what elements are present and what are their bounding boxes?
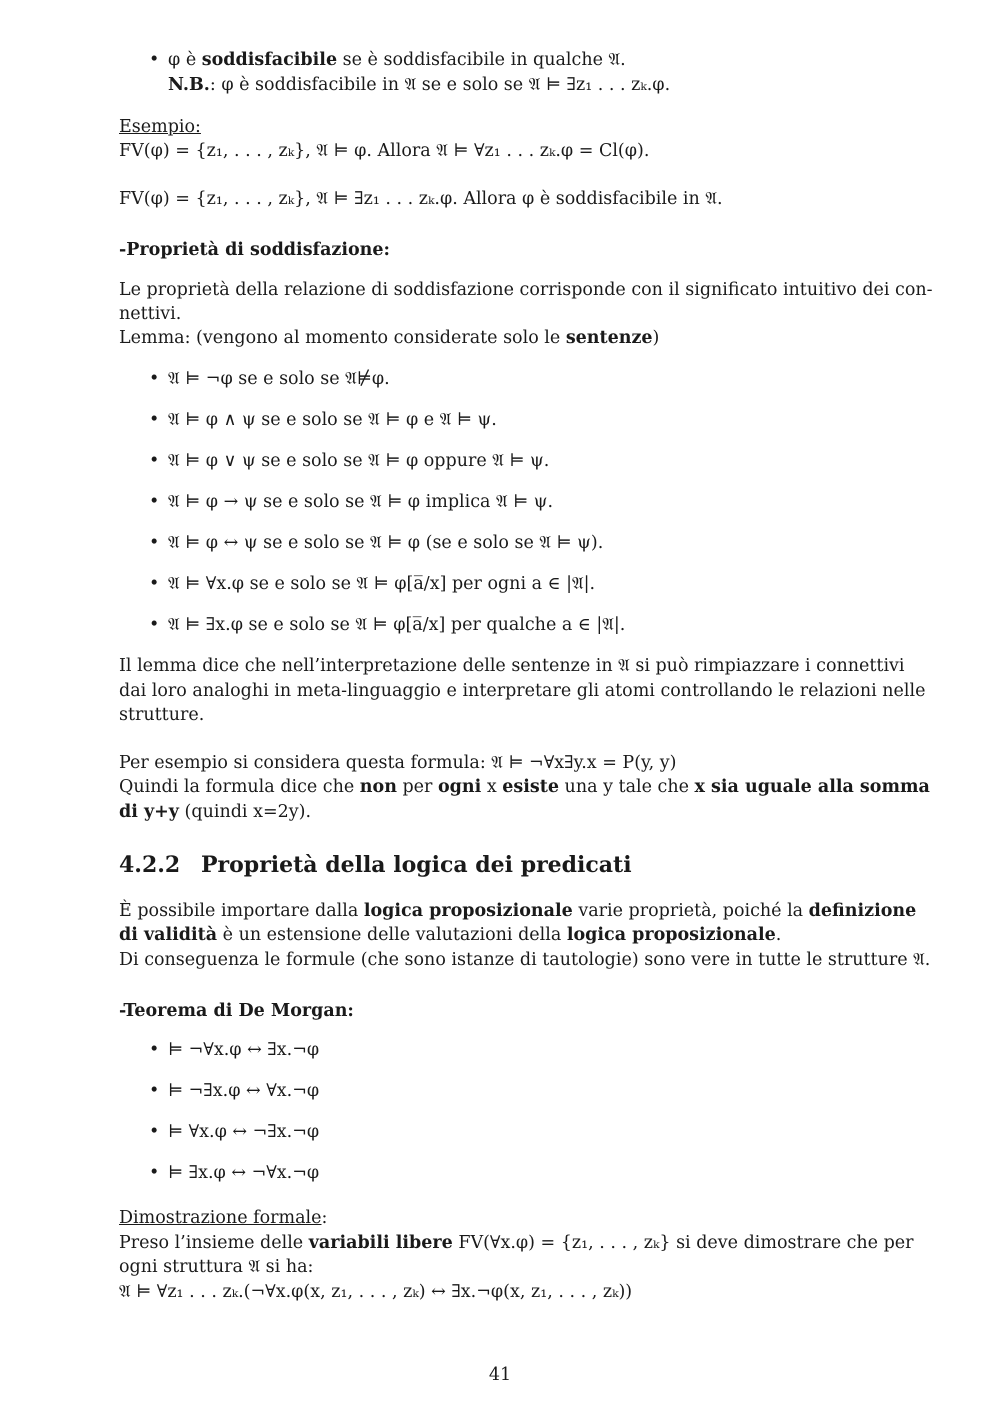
intro-line-1: Le proprietà della relazione di soddisfazione corrisponde con il significato intuitivo dei con- (119, 280, 933, 300)
demorgan-item-text: ⊨ ¬∀x.φ ↔ ∃x.¬φ (168, 1040, 320, 1060)
lemma-item-text: 𝔄 ⊨ φ ∨ ψ se e solo se 𝔄 ⊨ φ oppure 𝔄 ⊨ ψ. (168, 451, 550, 471)
demorgan-item (149, 1079, 319, 1104)
text: È possibile importare dalla (119, 901, 364, 921)
bullet-dot: • (149, 410, 160, 430)
section-body-line-1 (119, 899, 916, 924)
lemma-item-text: 𝔄 ⊨ φ ↔ ψ se e solo se 𝔄 ⊨ φ (se e solo se 𝔄 ⊨ ψ). (168, 533, 604, 553)
text: varie proprietà, poiché la (572, 901, 809, 921)
text: se è soddisfacibile in qualche 𝔄. (337, 50, 626, 70)
lemma-explain-2: dai loro analoghi in meta-linguaggio e interpretare gli atomi controllando le relazioni nelle (119, 681, 926, 701)
demorgan-item (149, 1120, 319, 1145)
lemma-explain-3: strutture. (119, 705, 205, 725)
example-formula-line: Per esempio si considera questa formula: 𝔄 ⊨ ¬∀x∃y.x = P(y, y) (119, 753, 677, 773)
proof-line-3: 𝔄 ⊨ ∀z₁ . . . zₖ.(¬∀x.φ(x, z₁, . . . , zₖ) ↔ ∃x.¬φ(x, z₁, . . . , zₖ)) (119, 1282, 633, 1302)
intro-line-2: nettivi. (119, 304, 182, 324)
lemma-item (149, 367, 390, 392)
term-bold: di validità (119, 925, 218, 945)
lemma-item-text: 𝔄 ⊨ ¬φ se e solo se 𝔄⊭φ. (168, 369, 390, 389)
section-body-line-2 (119, 923, 781, 948)
text: FV(∀x.φ) = {z₁, . . . , zₖ} si deve dimostrare che per (452, 1233, 914, 1253)
quindi-line-2 (119, 800, 311, 825)
lemma-explain-1: Il lemma dice che nell’interpretazione delle sentenze in 𝔄 si può rimpiazzare i connettivi (119, 656, 905, 676)
lemma-item (149, 613, 625, 638)
page-number: 41 (488, 1365, 512, 1385)
text: x (481, 777, 503, 797)
proof-label-line (119, 1206, 327, 1231)
esempio-label: Esempio: (119, 117, 201, 137)
lemma-item-text: 𝔄 ⊨ φ ∧ ψ se e solo se 𝔄 ⊨ φ e 𝔄 ⊨ ψ. (168, 410, 497, 430)
bullet-dot: • (149, 1163, 160, 1183)
demorgan-item (149, 1038, 319, 1063)
bullet-dot: • (149, 615, 160, 635)
esempio-line-1: FV(φ) = {z₁, . . . , zₖ}, 𝔄 ⊨ φ. Allora 𝔄 ⊨ ∀z₁ . . . zₖ.φ = Cl(φ). (119, 141, 650, 161)
lemma-item (149, 408, 497, 433)
lemma-item (149, 490, 553, 515)
term-bold: definizione (808, 901, 917, 921)
satisfiable-bullet (149, 48, 626, 73)
bullet-dot: • (149, 50, 160, 70)
term-bold: sentenze (565, 328, 653, 348)
term-bold: variabili libere (308, 1233, 453, 1253)
text: : (321, 1208, 328, 1228)
term-bold: x sia uguale alla somma (694, 777, 930, 797)
proof-line-1 (119, 1231, 914, 1256)
satisfaction-heading: -Proprietà di soddisfazione: (119, 240, 390, 260)
demorgan-item-text: ⊨ ∃x.φ ↔ ¬∀x.¬φ (168, 1163, 320, 1183)
quindi-line-1 (119, 775, 930, 800)
lemma-item-text: 𝔄 ⊨ ∃x.φ se e solo se 𝔄 ⊨ φ[a̅/x] per qualche a ∈ |𝔄|. (168, 615, 626, 635)
proof-label: Dimostrazione formale (119, 1208, 322, 1228)
bullet-dot: • (149, 369, 160, 389)
text: per (396, 777, 438, 797)
section-body-line-3: Di conseguenza le formule (che sono istanze di tautologie) sono vere in tutte le strutture 𝔄. (119, 950, 931, 970)
demorgan-item (149, 1161, 319, 1186)
bullet-dot: • (149, 451, 160, 471)
text: è un estensione delle valutazioni della (217, 925, 567, 945)
section-heading (119, 853, 632, 878)
esempio-line-2: FV(φ) = {z₁, . . . , zₖ}, 𝔄 ⊨ ∃z₁ . . . zₖ.φ. Allora φ è soddisfacibile in 𝔄. (119, 189, 723, 209)
text: (quindi x=2y). (178, 802, 312, 822)
term-bold: logica proposizionale (363, 901, 573, 921)
section-title: Proprietà della logica dei predicati (201, 852, 632, 878)
bullet-dot: • (149, 492, 160, 512)
text: . (775, 925, 782, 945)
text: : φ è soddisfacibile in 𝔄 se e solo se 𝔄 ⊨ ∃z₁ . . . zₖ.φ. (209, 75, 671, 95)
lemma-item-text: 𝔄 ⊨ φ → ψ se e solo se 𝔄 ⊨ φ implica 𝔄 ⊨ ψ. (168, 492, 554, 512)
lemma-item (149, 531, 603, 556)
lemma-item-text: 𝔄 ⊨ ∀x.φ se e solo se 𝔄 ⊨ φ[a̅/x] per ogni a ∈ |𝔄|. (168, 574, 596, 594)
text: ) (652, 328, 660, 348)
term-bold: esiste (502, 777, 559, 797)
bullet-dot: • (149, 1081, 160, 1101)
bullet-dot: • (149, 533, 160, 553)
lemma-item (149, 449, 549, 474)
demorgan-item-text: ⊨ ∀x.φ ↔ ¬∃x.¬φ (168, 1122, 320, 1142)
text: una y tale che (558, 777, 695, 797)
bullet-dot: • (149, 1040, 160, 1060)
term-bold: logica proposizionale (566, 925, 776, 945)
text: φ è (168, 50, 202, 70)
term-bold: non (359, 777, 397, 797)
lemma-item (149, 572, 595, 597)
demorgan-item-text: ⊨ ¬∃x.φ ↔ ∀x.¬φ (168, 1081, 320, 1101)
bullet-dot: • (149, 574, 160, 594)
lemma-line (119, 326, 659, 351)
text: Lemma: (vengono al momento considerate solo le (119, 328, 566, 348)
nb-note (168, 73, 670, 98)
demorgan-heading: -Teorema di De Morgan: (119, 1001, 354, 1021)
section-number: 4.2.2 (119, 852, 181, 878)
term-bold: di y+y (119, 802, 179, 822)
term-bold: soddisfacibile (201, 50, 338, 70)
nb-label: N.B. (168, 75, 210, 95)
text: Preso l’insieme delle (119, 1233, 309, 1253)
term-bold: ogni (437, 777, 482, 797)
text: Quindi la formula dice che (119, 777, 360, 797)
proof-line-2: ogni struttura 𝔄 si ha: (119, 1257, 314, 1277)
bullet-dot: • (149, 1122, 160, 1142)
